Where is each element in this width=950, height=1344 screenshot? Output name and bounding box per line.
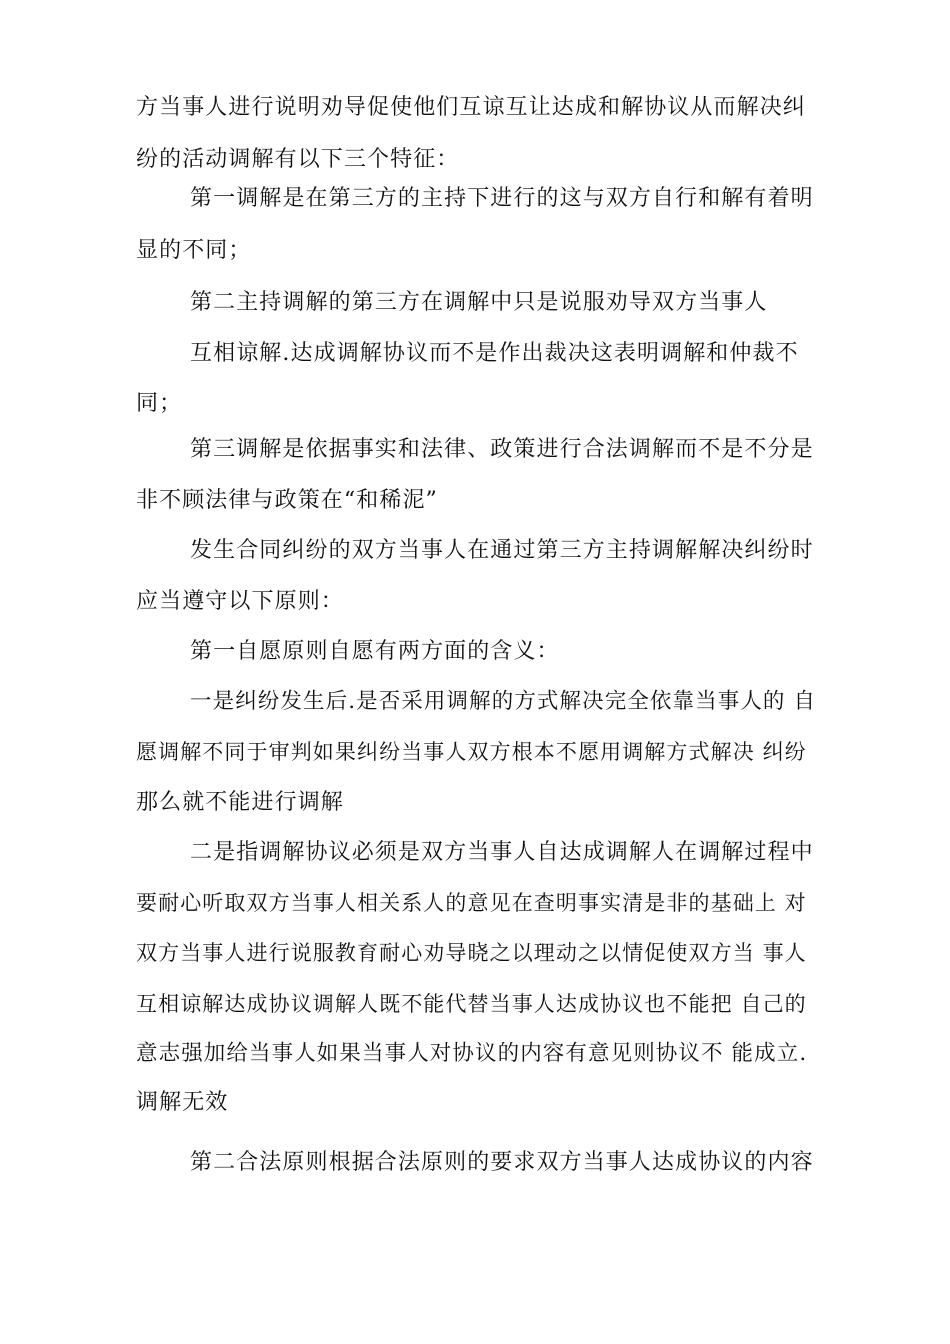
text-line-3: 第一调解是在第三方的主持下进行的这与双方自行和解有着明 [190, 186, 814, 211]
text-line-19: 互相谅解达成协议调解人既不能代替当事人达成协议也不能把 自己的 [136, 992, 807, 1016]
text-line-9: 非不顾法律与政策在“和稀泥” [136, 488, 438, 513]
text-line-6: 互相谅解.达成调解协议而不是作出裁决这表明调解和仲裁不 [190, 341, 799, 366]
text-line-5: 第二主持调解的第三方在调解中只是说服劝导双方当事人 [190, 290, 768, 315]
text-line-17: 要耐心听取双方当事人相关系人的意见在查明事实清是非的基础上 对 [136, 891, 807, 915]
text-line-16: 二是指调解协议必须是双方当事人自达成调解人在调解过程中 [190, 840, 814, 865]
text-line-20: 意志强加给当事人如果当事人对协议的内容有意见则协议不 能成立. [136, 1041, 808, 1066]
text-line-22: 第二合法原则根据合法原则的要求双方当事人达成协议的内容 [190, 1150, 814, 1175]
text-line-7: 同； [136, 391, 183, 416]
text-line-8: 第三调解是依据事实和法律、政策进行合法调解而不是不分是 [190, 437, 814, 462]
text-line-11: 应当遵守以下原则： [136, 589, 344, 614]
text-line-2: 纷的活动调解有以下三个特征： [136, 147, 460, 172]
text-line-10: 发生合同纠纷的双方当事人在通过第三方主持调解解决纠纷时 [190, 538, 814, 563]
text-line-14: 愿调解不同于审判如果纠纷当事人双方根本不愿用调解方式解决 纠纷 [136, 740, 807, 764]
text-line-21: 调解无效 [136, 1090, 229, 1115]
text-line-13: 一是纠纷发生后.是否采用调解的方式解决完全依靠当事人的 自 [190, 689, 817, 714]
text-line-1: 方当事人进行说明劝导促使他们互谅互让达成和解协议从而解决纠 [136, 95, 806, 120]
text-line-12: 第一自愿原则自愿有两方面的含义： [190, 639, 560, 664]
text-line-18: 双方当事人进行说服教育耐心劝导晓之以理动之以情促使双方当 事人 [136, 941, 807, 965]
text-line-4: 显的不同； [136, 238, 252, 263]
text-line-15: 那么就不能进行调解 [136, 790, 344, 815]
